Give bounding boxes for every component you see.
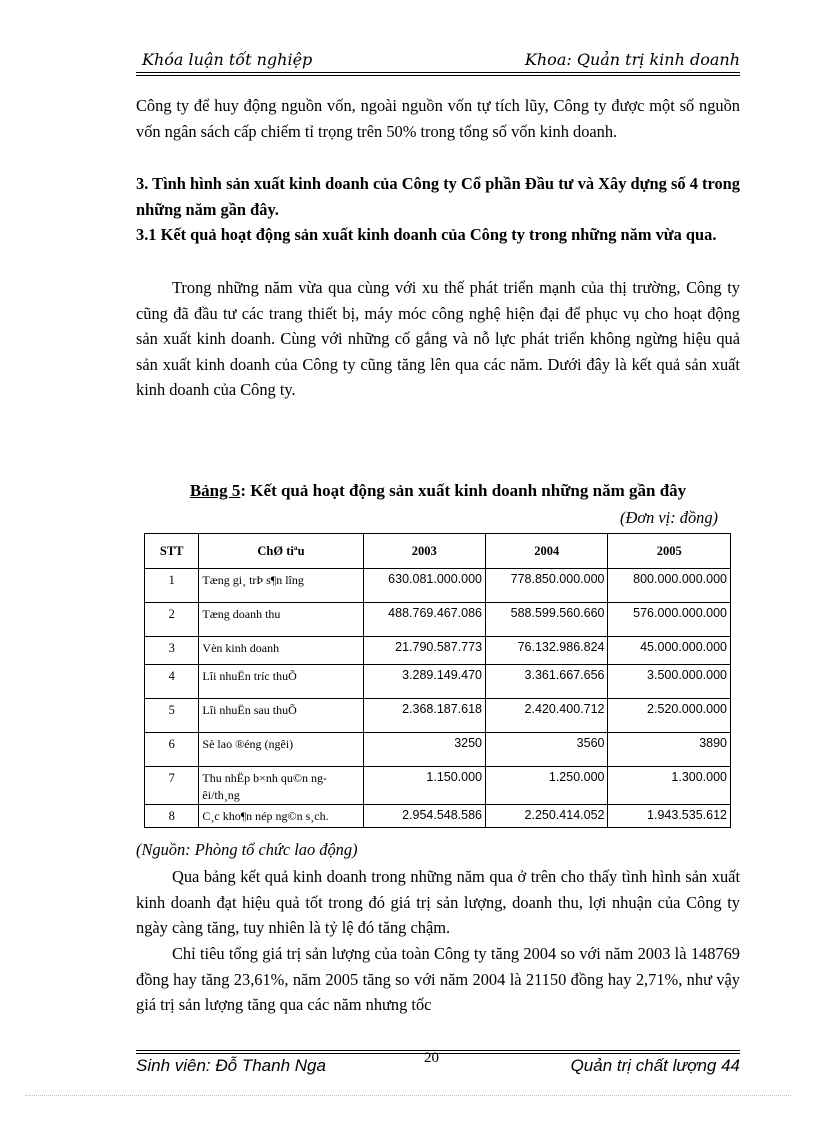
paragraph-output-growth: Chỉ tiêu tổng giá trị sản lượng của toàn Công ty tăng 2004 so với năm 2003 là 148769 đồng hay tăng 23,61%, năm 2005 tăng so với năm 2004 là 21150 đồng hay 2,71%, như vậy giá trị sản lượng tăng qua các năm nhưng tốc	[136, 944, 740, 1015]
footer-course: Quản trị chất lượng 44	[570, 1056, 740, 1075]
cell-2003: 2.368.187.618	[363, 699, 485, 733]
table-header-row	[145, 534, 731, 569]
header-indicator: ChØ tiªu	[199, 534, 363, 569]
cell-indicator: Sè lao ®éng (ngêi)	[199, 733, 363, 767]
page-header	[136, 48, 740, 72]
cell-2004: 3.361.667.656	[486, 665, 608, 699]
cell-stt: 6	[145, 733, 199, 767]
table-title-text: : Kết quả hoạt động sản xuất kinh doanh những năm gần đây	[240, 481, 687, 500]
cell-indicator: Tæng gi¸ trÞ s¶n lîng	[199, 569, 363, 603]
header-2005: 2005	[608, 534, 731, 569]
cell-2003: 2.954.548.586	[363, 805, 485, 828]
table-row	[145, 603, 731, 637]
header-left: Khóa luận tốt nghiệp	[142, 50, 313, 69]
cell-2003: 630.081.000.000	[363, 569, 485, 603]
cell-indicator: Thu nhËp b×nh qu©n ngêi/th¸ng	[199, 767, 363, 805]
cell-2005: 576.000.000.000	[608, 603, 731, 637]
cell-2003: 3250	[363, 733, 485, 767]
cell-2005: 3890	[608, 733, 731, 767]
cell-indicator: Vèn kinh doanh	[199, 637, 363, 665]
table-row	[145, 569, 731, 603]
cell-indicator: Lîi nhuËn sau thuÕ	[199, 699, 363, 733]
table-label: Bảng 5	[189, 481, 241, 500]
page-footer	[136, 1050, 740, 1080]
cell-2005: 800.000.000.000	[608, 569, 731, 603]
results-table	[144, 533, 731, 828]
header-right: Khoa: Quản trị kinh doanh	[524, 50, 740, 69]
paragraph-intro: Công ty để huy động nguồn vốn, ngoài nguồn vốn tự tích lũy, Công ty được một số nguồn vốn ngân sách cấp chiếm tỉ trọng trên 50% trong tổng số vốn kinh doanh.	[136, 96, 740, 141]
cell-2005: 1.943.535.612	[608, 805, 731, 828]
table-row	[145, 733, 731, 767]
cell-2003: 3.289.149.470	[363, 665, 485, 699]
cell-2005: 1.300.000	[608, 767, 731, 805]
cell-2003: 21.790.587.773	[363, 637, 485, 665]
cell-2004: 588.599.560.660	[486, 603, 608, 637]
cell-2004: 3560	[486, 733, 608, 767]
cell-2005: 2.520.000.000	[608, 699, 731, 733]
cell-2004: 76.132.986.824	[486, 637, 608, 665]
cell-2004: 1.250.000	[486, 767, 608, 805]
page-break-line	[25, 1095, 791, 1096]
table-row	[145, 699, 731, 733]
cell-2004: 778.850.000.000	[486, 569, 608, 603]
table-unit: (Đơn vị: đồng)	[620, 508, 718, 527]
page-number: 20	[424, 1050, 439, 1066]
cell-2005: 45.000.000.000	[608, 637, 731, 665]
cell-stt: 3	[145, 637, 199, 665]
section-heading-3-1: 3.1 Kết quả hoạt động sản xuất kinh doanh của Công ty trong những năm vừa qua.	[136, 225, 717, 244]
table-row	[145, 805, 731, 828]
cell-stt: 7	[145, 767, 199, 805]
table-row	[145, 637, 731, 665]
table-title	[136, 481, 740, 501]
cell-stt: 4	[145, 665, 199, 699]
cell-stt: 8	[145, 805, 199, 828]
cell-2004: 2.250.414.052	[486, 805, 608, 828]
header-rule	[136, 72, 740, 76]
cell-indicator: C¸c kho¶n nép ng©n s¸ch.	[199, 805, 363, 828]
cell-2005: 3.500.000.000	[608, 665, 731, 699]
paragraph-analysis: Qua bảng kết quả kinh doanh trong những năm qua ở trên cho thấy tình hình sản xuất kinh doanh đạt hiệu quả tốt trong đó giá trị sản lượng, doanh thu, lợi nhuận của Công ty ngày càng tăng, tuy nhiên là tỷ lệ đó tăng chậm.	[136, 867, 740, 938]
cell-2004: 2.420.400.712	[486, 699, 608, 733]
cell-indicator: Tæng doanh thu	[199, 603, 363, 637]
header-2004: 2004	[486, 534, 608, 569]
header-2003: 2003	[363, 534, 485, 569]
section-heading-3: 3. Tình hình sản xuất kinh doanh của Công ty Cổ phần Đầu tư và Xây dựng số 4 trong những năm gần đây.	[136, 174, 740, 219]
table-row	[145, 665, 731, 699]
header-stt: STT	[145, 534, 199, 569]
paragraph-development: Trong những năm vừa qua cùng với xu thế phát triển mạnh của thị trường, Công ty cũng đã đầu tư các trang thiết bị, máy móc công nghệ hiện đại để phục vụ cho hoạt động sản xuất kinh doanh. Cùng với những cố gắng và nỗ lực phát triển không ngừng hiệu quả sản xuất kinh doanh của Công ty cũng tăng lên qua các năm. Dưới đây là kết quả sản xuất kinh doanh của Công ty.	[136, 278, 740, 400]
cell-stt: 1	[145, 569, 199, 603]
cell-2003: 1.150.000	[363, 767, 485, 805]
cell-2003: 488.769.467.086	[363, 603, 485, 637]
cell-indicator: Lîi nhuËn tríc thuÕ	[199, 665, 363, 699]
cell-stt: 2	[145, 603, 199, 637]
table-row	[145, 767, 731, 805]
table-source: (Nguồn: Phòng tổ chức lao động)	[136, 840, 358, 859]
footer-student: Sinh viên: Đỗ Thanh Nga	[136, 1056, 326, 1075]
cell-stt: 5	[145, 699, 199, 733]
